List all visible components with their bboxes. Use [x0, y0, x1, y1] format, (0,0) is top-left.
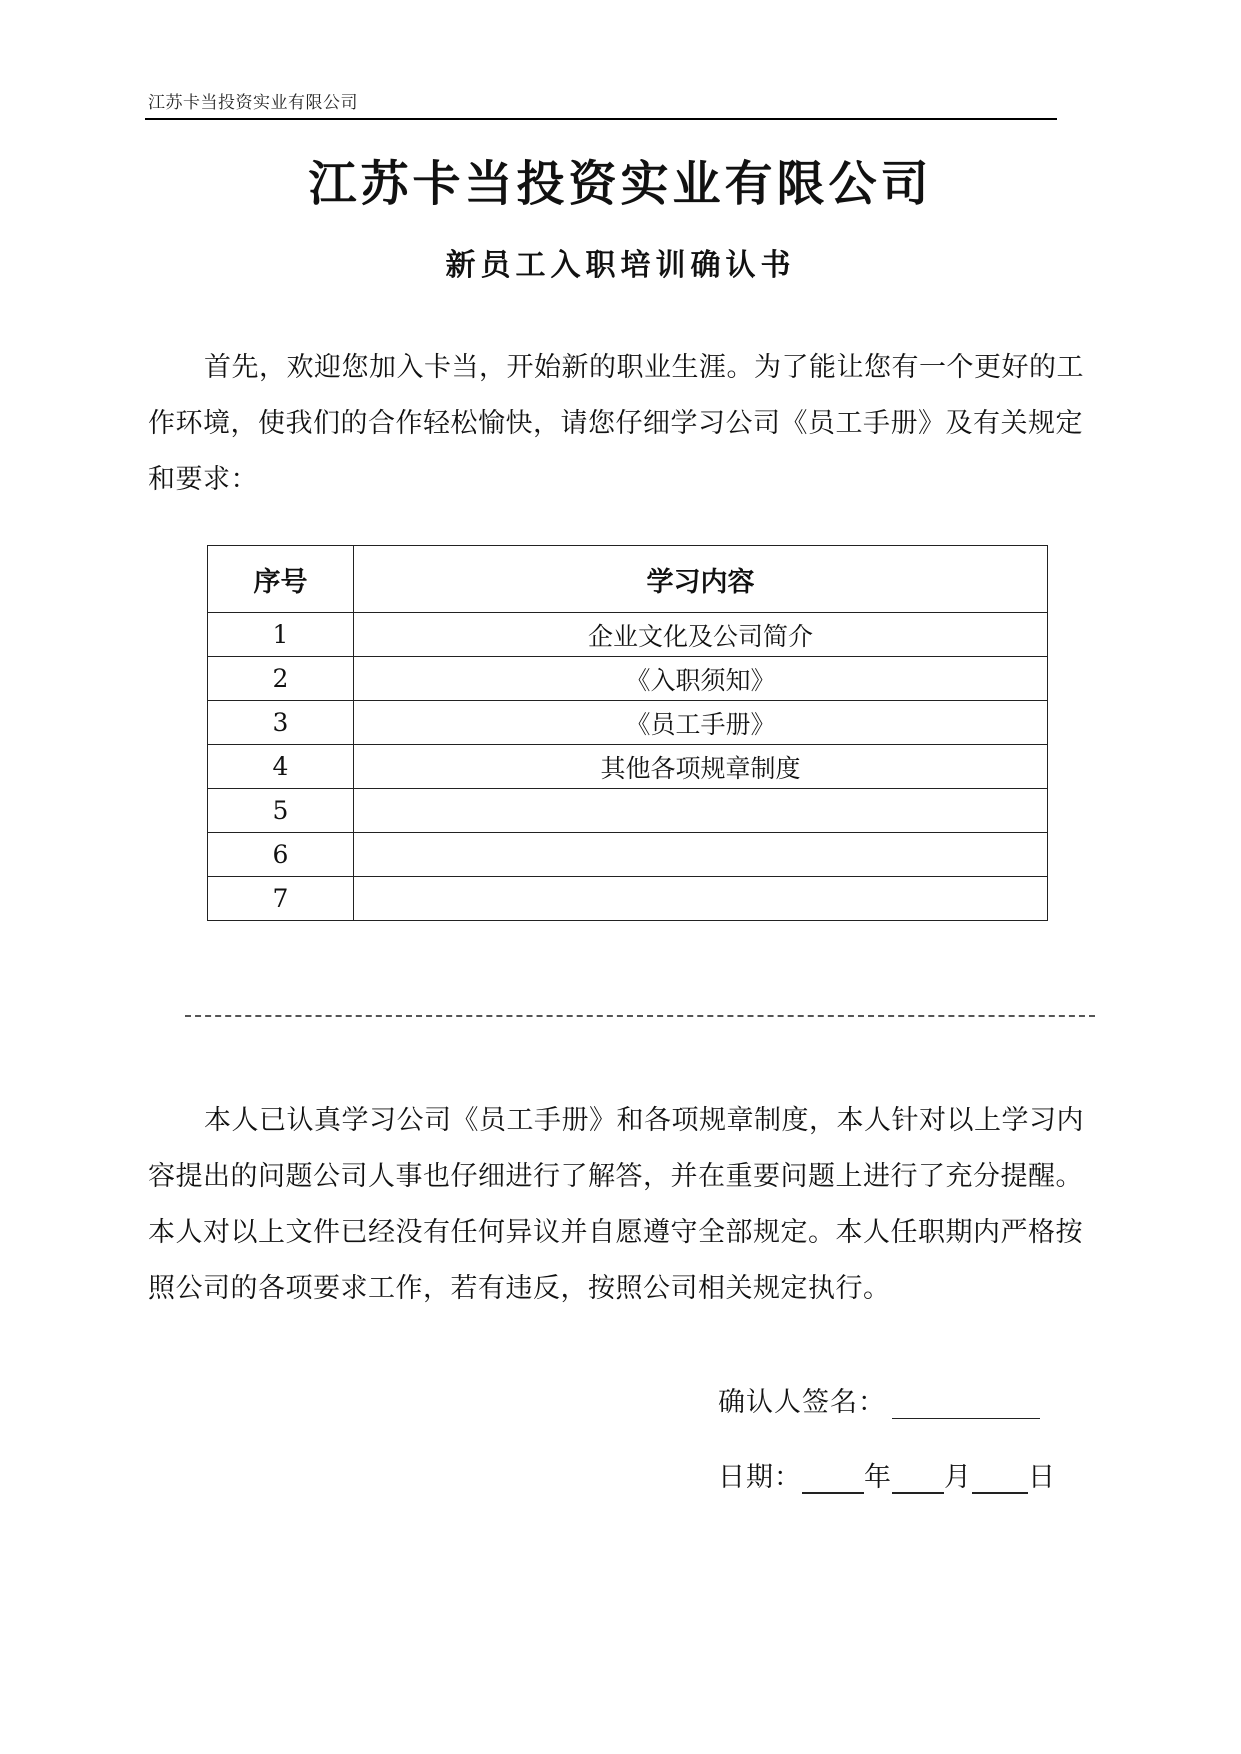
table-row — [208, 745, 1048, 789]
table-row — [208, 613, 1048, 657]
row-content — [354, 789, 1048, 833]
header-cell-content: 学习内容 — [354, 546, 1048, 613]
signature-line — [718, 1380, 1040, 1419]
row-content: 《员工手册》 — [354, 701, 1048, 745]
row-number: 5 — [208, 789, 354, 833]
signature-label: 确认人签名： — [718, 1387, 886, 1418]
table-row — [208, 657, 1048, 701]
company-title: 江苏卡当投资实业有限公司 — [308, 156, 933, 212]
year-label: 年 — [864, 1462, 892, 1493]
row-content: 《入职须知》 — [354, 657, 1048, 701]
document-subtitle: 新员工入职培训确认书 — [445, 248, 796, 283]
row-number: 3 — [208, 701, 354, 745]
table-row — [208, 701, 1048, 745]
row-number: 4 — [208, 745, 354, 789]
row-content — [354, 833, 1048, 877]
training-content-table — [207, 545, 1048, 921]
row-content: 企业文化及公司简介 — [354, 613, 1048, 657]
row-number: 2 — [208, 657, 354, 701]
date-label: 日期： — [718, 1462, 802, 1493]
day-blank — [972, 1464, 1028, 1494]
month-label: 月 — [944, 1462, 972, 1493]
year-blank — [802, 1464, 864, 1494]
row-number: 7 — [208, 877, 354, 921]
table-row — [208, 877, 1048, 921]
date-line — [718, 1455, 1056, 1494]
header-divider — [145, 118, 1057, 120]
row-number: 1 — [208, 613, 354, 657]
month-blank — [892, 1464, 944, 1494]
page-header: 江苏卡当投资实业有限公司 — [148, 93, 358, 113]
table-row — [208, 833, 1048, 877]
header-cell-no: 序号 — [208, 546, 354, 613]
table-header-row — [208, 546, 1048, 613]
table-row — [208, 789, 1048, 833]
row-content — [354, 877, 1048, 921]
confirmation-paragraph: 本人已认真学习公司《员工手册》和各项规章制度，本人针对以上学习内容提出的问题公司人事也仔细进行了解答，并在重要问题上进行了充分提醒。本人对以上文件已经没有任何异议并自愿遵守全部规定。本人任职期内严格按照公司的各项要求工作，若有违反，按照公司相关规定执行。 — [148, 1105, 1084, 1304]
signature-blank — [892, 1390, 1040, 1419]
row-number: 6 — [208, 833, 354, 877]
row-content: 其他各项规章制度 — [354, 745, 1048, 789]
cut-line-divider — [185, 1015, 1095, 1017]
day-label: 日 — [1028, 1462, 1056, 1493]
intro-paragraph: 首先，欢迎您加入卡当，开始新的职业生涯。为了能让您有一个更好的工作环境，使我们的合作轻松愉快，请您仔细学习公司《员工手册》及有关规定和要求： — [148, 352, 1084, 495]
